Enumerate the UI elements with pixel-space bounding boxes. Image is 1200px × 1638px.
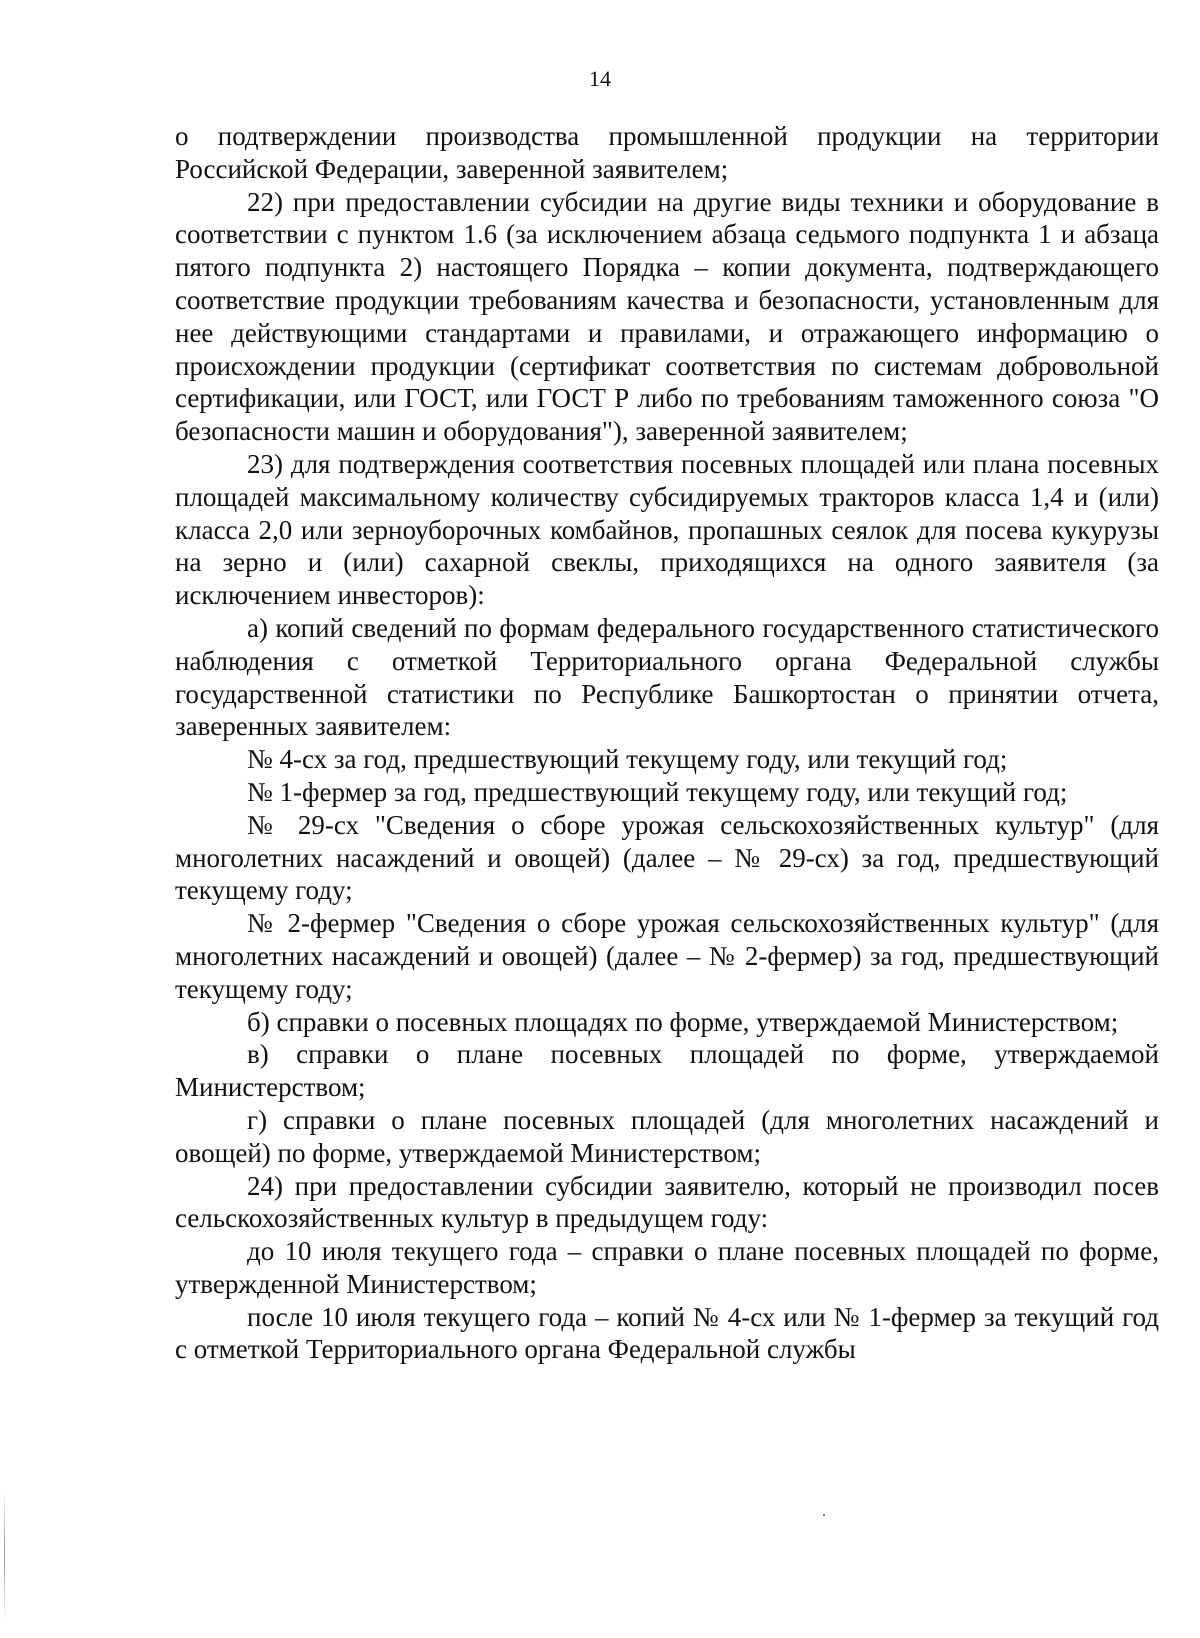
paragraph-before-july-10: до 10 июля текущего года – справки о плане посевных площадей по форме, утвержденной Министерством; (175, 1236, 1159, 1299)
paragraph-item-22: 22) при предоставлении субсидии на другие виды техники и оборудование в соответствии с пунктом 1.6 (за исключением абзаца седьмого подпункта 1 и абзаца пятого подпункта 2) настоящего Порядка – копии документа, подтверждающего соответствие продукции требованиям качества и безопасности, установленным для нее действующими стандартами и правилами, и отражающего информацию о происхождении продукции (сертификат соответствия по системам добровольной сертификации, или ГОСТ, или ГОСТ Р либо по требованиям таможенного союза "О безопасности машин и оборудования"), заверенной заявителем; (175, 186, 1159, 447)
scan-edge-mark (4, 1490, 5, 1620)
page-number: 14 (589, 66, 611, 91)
paragraph-subitem-v: в) справки о плане посевных площадей по форме, утверждаемой Министерством; (175, 1039, 1159, 1103)
paragraph-item-23: 23) для подтверждения соответствия посевных площадей или плана посевных площадей максимальному количеству субсидируемых тракторов класса 1,4 и (или) класса 2,0 или зерноуборочных комбайнов, пропашных сеялок для посева кукурузы на зерно и (или) сахарной свеклы, приходящихся на одного заявителя (за исключением инвесторов): (175, 448, 1159, 611)
paragraph-subitem-b: б) справки о посевных площадях по форме, утверждаемой Министерством; (247, 1006, 1119, 1037)
paragraph-continuation: о подтверждении производства промышленной продукции на территории Российской Федерации, заверенной заявителем; (175, 121, 1159, 184)
paragraph-subitem-g: г) справки о плане посевных площадей (для многолетних насаждений и овощей) по форме, утверждаемой Министерством; (175, 1104, 1159, 1168)
paragraph-form-1-fermer: № 1-фермер за год, предшествующий текущему году, или текущий год; (247, 776, 1068, 807)
paragraph-subitem-a: а) копий сведений по формам федерального государственного статистического наблюдения с отметкой Территориального органа Федеральной службы государственной статистики по Республике Башкортостан о принятии отчета, заверенных заявителем: (175, 612, 1159, 742)
scan-dot (823, 1514, 825, 1516)
paragraph-form-4-sh: № 4-сх за год, предшествующий текущему году, или текущий год; (247, 744, 1008, 775)
paragraph-after-july-10: после 10 июля текущего года – копий № 4-сх или № 1-фермер за текущий год с отметкой Территориального органа Федеральной службы (175, 1301, 1159, 1365)
paragraph-form-2-fermer: № 2-фермер "Сведения о сборе урожая сельскохозяйственных культур" (для многолетних насаждений и овощей) (далее – № 2-фермер) за год, предшествующий текущему году; (175, 908, 1159, 1004)
paragraph-form-29-sh: № 29-сх "Сведения о сборе урожая сельскохозяйственных культур" (для многолетних насаждений и овощей) (далее – № 29-сх) за год, предшествующий текущему году; (175, 809, 1159, 906)
document-body (175, 120, 1159, 1366)
paragraph-item-24: 24) при предоставлении субсидии заявителю, который не производил посев сельскохозяйственных культур в предыдущем году: (175, 1170, 1159, 1234)
